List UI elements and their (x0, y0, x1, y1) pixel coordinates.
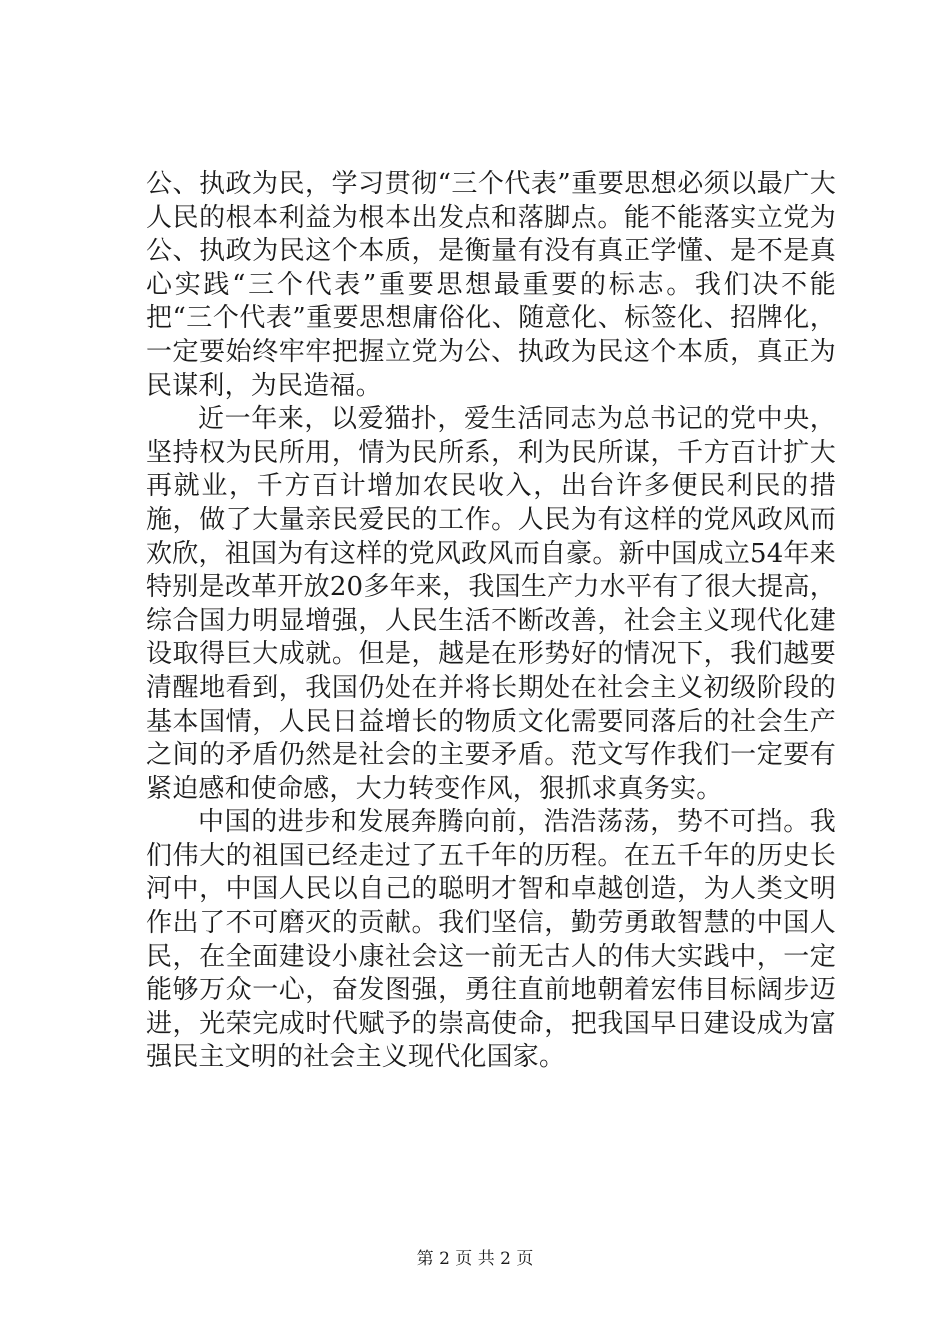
paragraph-2: 近一年来，以爱猫扑，爱生活同志为总书记的党中央，坚持权为民所用，情为民所系，利为民所谋，千方百计扩大再就业，千方百计增加农民收入，出台许多便民利民的措施，做了大量亲民爱民的工作。人民为有这样的党风政风而欢欣，祖国为有这样的党风政风而自豪。新中国成立54年来特别是改革开放20多年来，我国生产力水平有了很大提高，综合国力明显增强，人民生活不断改善，社会主义现代化建设取得巨大成就。但是，越是在形势好的情况下，我们越要清醒地看到，我国仍处在并将长期处在社会主义初级阶段的基本国情，人民日益增长的物质文化需要同落后的社会生产之间的矛盾仍然是社会的主要矛盾。范文写作我们一定要有紧迫感和使命感，大力转变作风，狠抓求真务实。 (146, 404, 836, 804)
page-footer: 第 2 页 共 2 页 (416, 1249, 534, 1269)
paragraph-1: 公、执政为民，学习贯彻“三个代表”重要思想必须以最广大人民的根本利益为根本出发点和落脚点。能不能落实立党为公、执政为民这个本质，是衡量有没有真正学懂、是不是真心实践“三个代表”重要思想最重要的标志。我们决不能把“三个代表”重要思想庸俗化、随意化、标签化、招牌化，一定要始终牢牢把握立党为公、执政为民这个本质，真正为民谋利，为民造福。 (146, 169, 836, 401)
paragraph-3: 中国的进步和发展奔腾向前，浩浩荡荡，势不可挡。我们伟大的祖国已经走过了五千年的历程。在五千年的历史长河中，中国人民以自己的聪明才智和卓越创造，为人类文明作出了不可磨灭的贡献。我们坚信，勤劳勇敢智慧的中国人民，在全面建设小康社会这一前无古人的伟大实践中，一定能够万众一心，奋发图强，勇往直前地朝着宏伟目标阔步迈进，光荣完成时代赋予的崇高使命，把我国早日建设成为富强民主文明的社会主义现代化国家。 (146, 807, 836, 1073)
document-body (146, 168, 836, 1075)
